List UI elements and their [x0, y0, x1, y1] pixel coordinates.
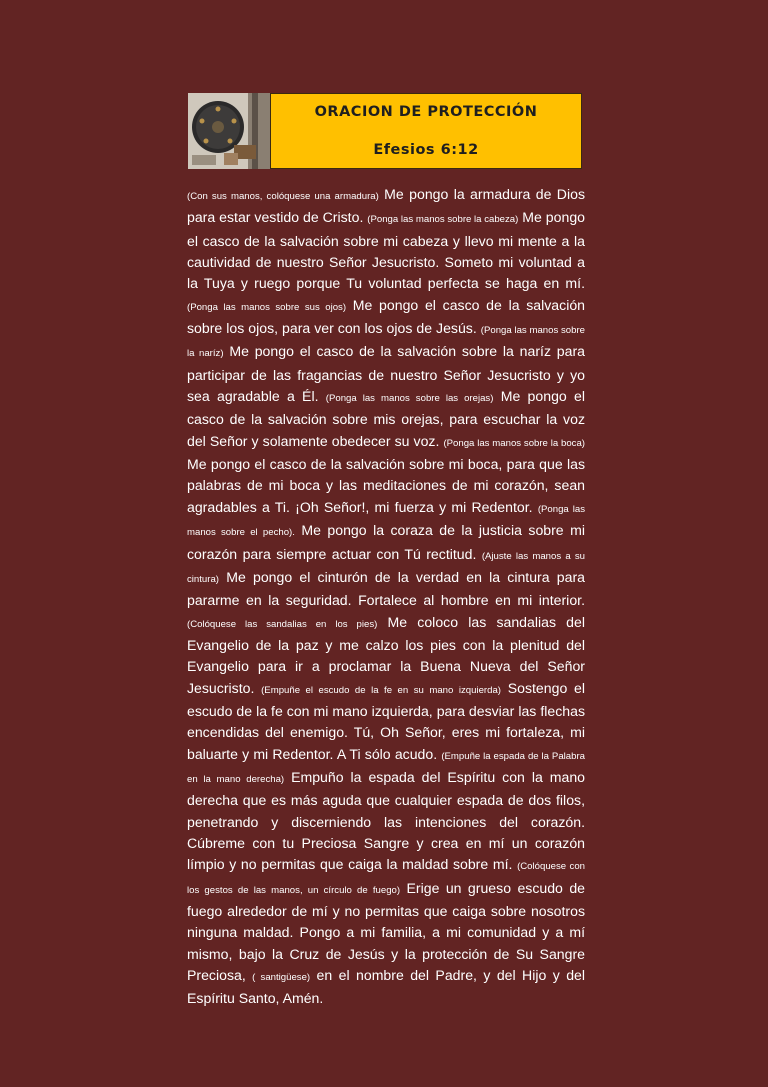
document-title: ORACION DE PROTECCIÓN — [314, 104, 538, 120]
prayer-segment: Me pongo el casco de la salvación sobre mi cabeza y llevo mi mente a la cautividad de nuestro Señor Jesucristo. Someto mi voluntad a la Tuya y ruego porque Tu voluntad perfecta se haga en mí. — [187, 209, 585, 292]
stage-direction: (Empuñe el escudo de la fe en su mano izquierda) — [261, 684, 501, 696]
stage-direction: (Con sus manos, colóquese una armadura) — [187, 191, 379, 202]
stage-direction: (Ponga las manos sobre la cabeza) — [367, 214, 519, 226]
stage-direction: ( santigüese) — [252, 972, 311, 984]
armor-shield-image — [188, 93, 270, 169]
prayer-segment: Me pongo el casco de la salvación sobre mis orejas, para escuchar la voz del Señor y solamente obedecer su voz. — [187, 388, 585, 449]
stage-direction: (Ponga las manos sobre las orejas) — [325, 393, 494, 405]
prayer-segment: Me pongo el casco de la salvación sobre los ojos, para ver con los ojos de Jesús. — [187, 296, 586, 337]
document-subtitle: Efesios 6:12 — [373, 142, 479, 158]
prayer-segment: Me coloco las sandalias del Evangelio de la paz y me calzo los pies con la plenitud del Evangelio para ir a proclamar la Buena Nueva del Señor Jesucristo. — [187, 613, 585, 696]
stage-direction: (Ponga las manos sobre sus ojos) — [187, 301, 347, 313]
prayer-segment: Sostengo el escudo de la fe con mi mano izquierda, para desviar las flechas encendidas del enemigo. Tú, Oh Señor, eres mi fortaleza, mi baluarte y mi Redentor. A Ti sólo acudo. — [187, 679, 586, 762]
stage-direction: (Colóquese con los gestos de las manos, un círculo de fuego) — [187, 861, 585, 896]
title-box — [270, 93, 582, 169]
prayer-segment: Me pongo el cinturón de la verdad en la cintura para pararme en la seguridad. Fortalece al hombre en mi interior. — [187, 568, 585, 609]
prayer-segment: Empuño la espada del Espíritu con la mano derecha que es más aguda que cualquier espada de dos filos, penetrando y discerniendo las intenciones del corazón. Cúbreme con tu Preciosa Sangre y crea en mí un corazón límpio y no permitas que caiga la maldad sobre mí. — [187, 768, 586, 873]
stage-direction: (Ponga las manos sobre el pecho). — [187, 503, 585, 539]
prayer-segment: Erige un grueso escudo de fuego alrededor de mí y no permitas que caiga sobre nosotros ninguna maldad. Pongo a mi familia, a mi comunidad y a mí mismo, bajo la Cruz de Jesús y la protección de Su Sangre Preciosa, — [187, 879, 585, 984]
stage-direction: (Colóquese las sandalias en los pies) — [187, 618, 378, 630]
stage-direction: (Ponga las manos sobre la boca) — [443, 437, 585, 449]
prayer-text — [187, 184, 585, 1010]
stage-direction: (Empuñe la espada de la Palabra en la mano derecha) — [187, 750, 585, 785]
title-header — [188, 93, 582, 169]
stage-direction: (Ponga las manos sobre la naríz) — [187, 325, 585, 360]
prayer-segment: Me pongo la armadura de Dios para estar vestido de Cristo. — [187, 186, 585, 226]
stage-direction: (Ajuste las manos a su cintura) — [187, 550, 585, 585]
prayer-segment: Me pongo la coraza de la justicia sobre mi corazón para siempre actuar con Tú rectitud. — [187, 522, 585, 562]
prayer-segment: en el nombre del Padre, y del Hijo y del Espíritu Santo, Amén. — [187, 967, 585, 1007]
prayer-segment: Me pongo el casco de la salvación sobre la naríz para participar de las fragancias de nuestro Señor Jesucristo y yo sea agradable a Él. — [187, 343, 586, 405]
prayer-segment: Me pongo el casco de la salvación sobre mi boca, para que las palabras de mi boca y las meditaciones de mi corazón, sean agradables a Ti. ¡Oh Señor!, mi fuerza y mi Redentor. — [187, 456, 585, 515]
